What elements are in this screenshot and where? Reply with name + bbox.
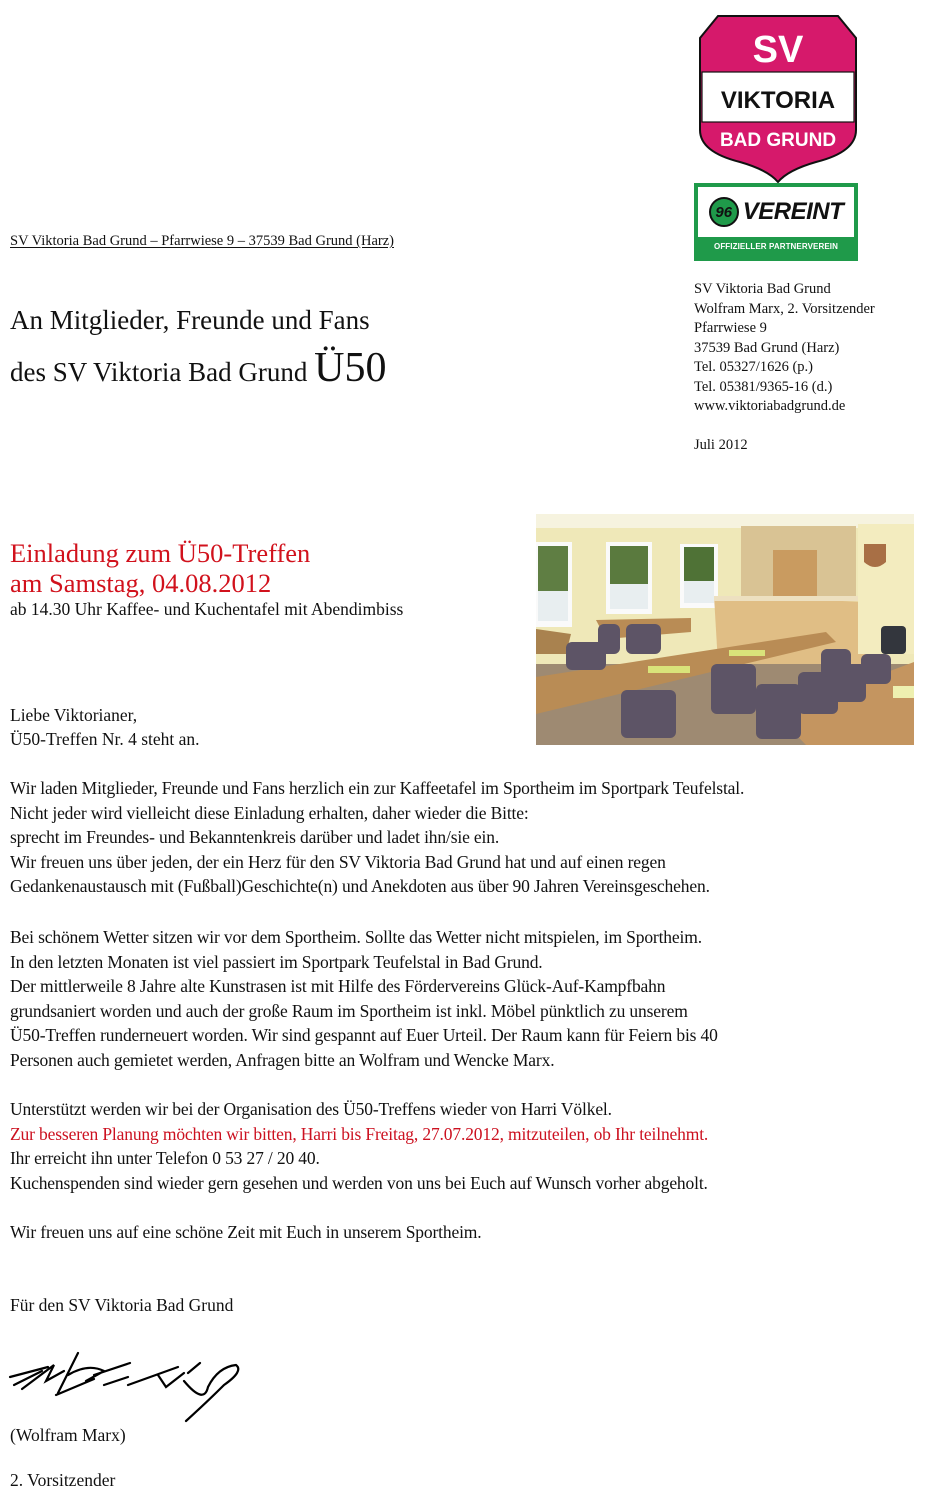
text-line: In den letzten Monaten ist viel passiert im Sportpark Teufelstal in Bad Grund. [10,951,543,972]
club-logo-shield [696,12,860,184]
partner-title: VEREINT [742,198,844,225]
paragraph-closing-wish: Wir freuen uns auf eine schöne Zeit mit Euch in unserem Sportheim. [10,1222,482,1242]
logo-bad-grund: BAD GRUND [719,130,837,151]
signer-name: (Wolfram Marx) [10,1425,126,1445]
paragraph-invitation [10,776,744,899]
text-line: Ü50-Treffen runderneuert worden. Wir sind gespannt auf Euer Urteil. Der Raum kann für Feiern bis 40 [10,1025,718,1045]
partner-badge [694,183,858,261]
text-line: Bei schönem Wetter sitzen wir vor dem Sportheim. Sollte das Wetter nicht mitspielen, im Sportheim. [10,927,702,947]
closing-line: Für den SV Viktoria Bad Grund [10,1295,234,1315]
text-line: sprecht im Freundes- und Bekanntenkreis darüber und ladet ihn/sie ein. [10,827,500,847]
rsvp-deadline-line: Zur besseren Planung möchten wir bitten, Harri bis Freitag, 27.07.2012, mitzuteilen, ob Ihr teilnehmt. [10,1123,709,1144]
recipient-block [10,296,386,396]
text-line: Wir laden Mitglieder, Freunde und Fans herzlich ein zur Kaffeetafel im Sportheim im Sportpark Teufelstal. [10,778,745,798]
logo-viktoria: VIKTORIA [720,87,836,114]
u50-label: Ü50 [314,345,387,391]
contact-phone-business: Tel. 05381/9365-16 (d.) [694,378,833,395]
contact-street: Pfarrwiese 9 [694,320,767,336]
signer-role: 2. Vorsitzender [10,1470,116,1490]
clubhouse-photo [536,514,914,745]
invitation-title: Einladung zum Ü50-Treffen [10,538,311,568]
text-line: Der mittlerweile 8 Jahre alte Kunstrasen ist mit Hilfe des Fördervereins Glück-Auf-Kampfbahn [10,976,666,996]
phone-line: Ihr erreicht ihn unter Telefon 0 53 27 / 20 40. [10,1148,320,1168]
contact-city: 37539 Bad Grund (Harz) [694,339,840,356]
contact-club: SV Viktoria Bad Grund [694,281,831,297]
text-line: Kuchenspenden sind wieder gern gesehen und werden von uns bei Euch auf Wunsch vorher abgeholt. [10,1172,708,1193]
text-line: Gedankenaustausch mit (Fußball)Geschichte(n) und Anekdoten aus über 90 Jahren Vereinsgeschehen. [10,876,710,896]
soccer-ball-icon: 96 [709,197,739,227]
contact-phone-private: Tel. 05327/1626 (p.) [694,359,813,375]
recipient-line-1: An Mitglieder, Freunde und Fans [10,305,370,335]
invitation-date: am Samstag, 04.08.2012 [10,568,272,598]
text-line: grundsaniert worden und auch der große Raum im Sportheim ist inkl. Möbel pünktlich zu unserem [10,1000,688,1021]
contact-website: www.viktoriabadgrund.de [694,398,846,414]
salutation: Liebe Viktorianer, [10,705,138,725]
text-line: Unterstützt werden wir bei der Organisation des Ü50-Treffens wieder von Harri Völkel. [10,1099,612,1119]
contact-person: Wolfram Marx, 2. Vorsitzender [694,300,875,317]
paragraph-sportheim [10,925,718,1072]
logo-sv: SV [752,29,804,71]
announcement: Ü50-Treffen Nr. 4 steht an. [10,729,200,749]
paragraph-organisation [10,1097,708,1195]
letter-date: Juli 2012 [694,436,748,453]
recipient-line-2: des SV Viktoria Bad Grund Ü50 [10,345,387,391]
text-line: Personen auch gemietet werden, Anfragen bitte an Wolfram und Wencke Marx. [10,1049,555,1070]
text-line: Nicht jeder wird vielleicht diese Einladung erhalten, daher wieder die Bitte: [10,802,529,823]
contact-block [694,280,875,455]
sender-address-line: SV Viktoria Bad Grund – Pfarrwiese 9 – 37539 Bad Grund (Harz) [10,233,394,249]
signature-image [8,1345,248,1425]
text-line: Wir freuen uns über jeden, der ein Herz für den SV Viktoria Bad Grund hat und auf einen regen [10,851,666,872]
invitation-block [10,538,403,620]
invitation-subtitle: ab 14.30 Uhr Kaffee- und Kuchentafel mit Abendimbiss [10,599,404,619]
greeting-block [10,703,200,751]
partner-subtitle: OFFIZIELLER PARTNERVEREIN [714,242,838,251]
